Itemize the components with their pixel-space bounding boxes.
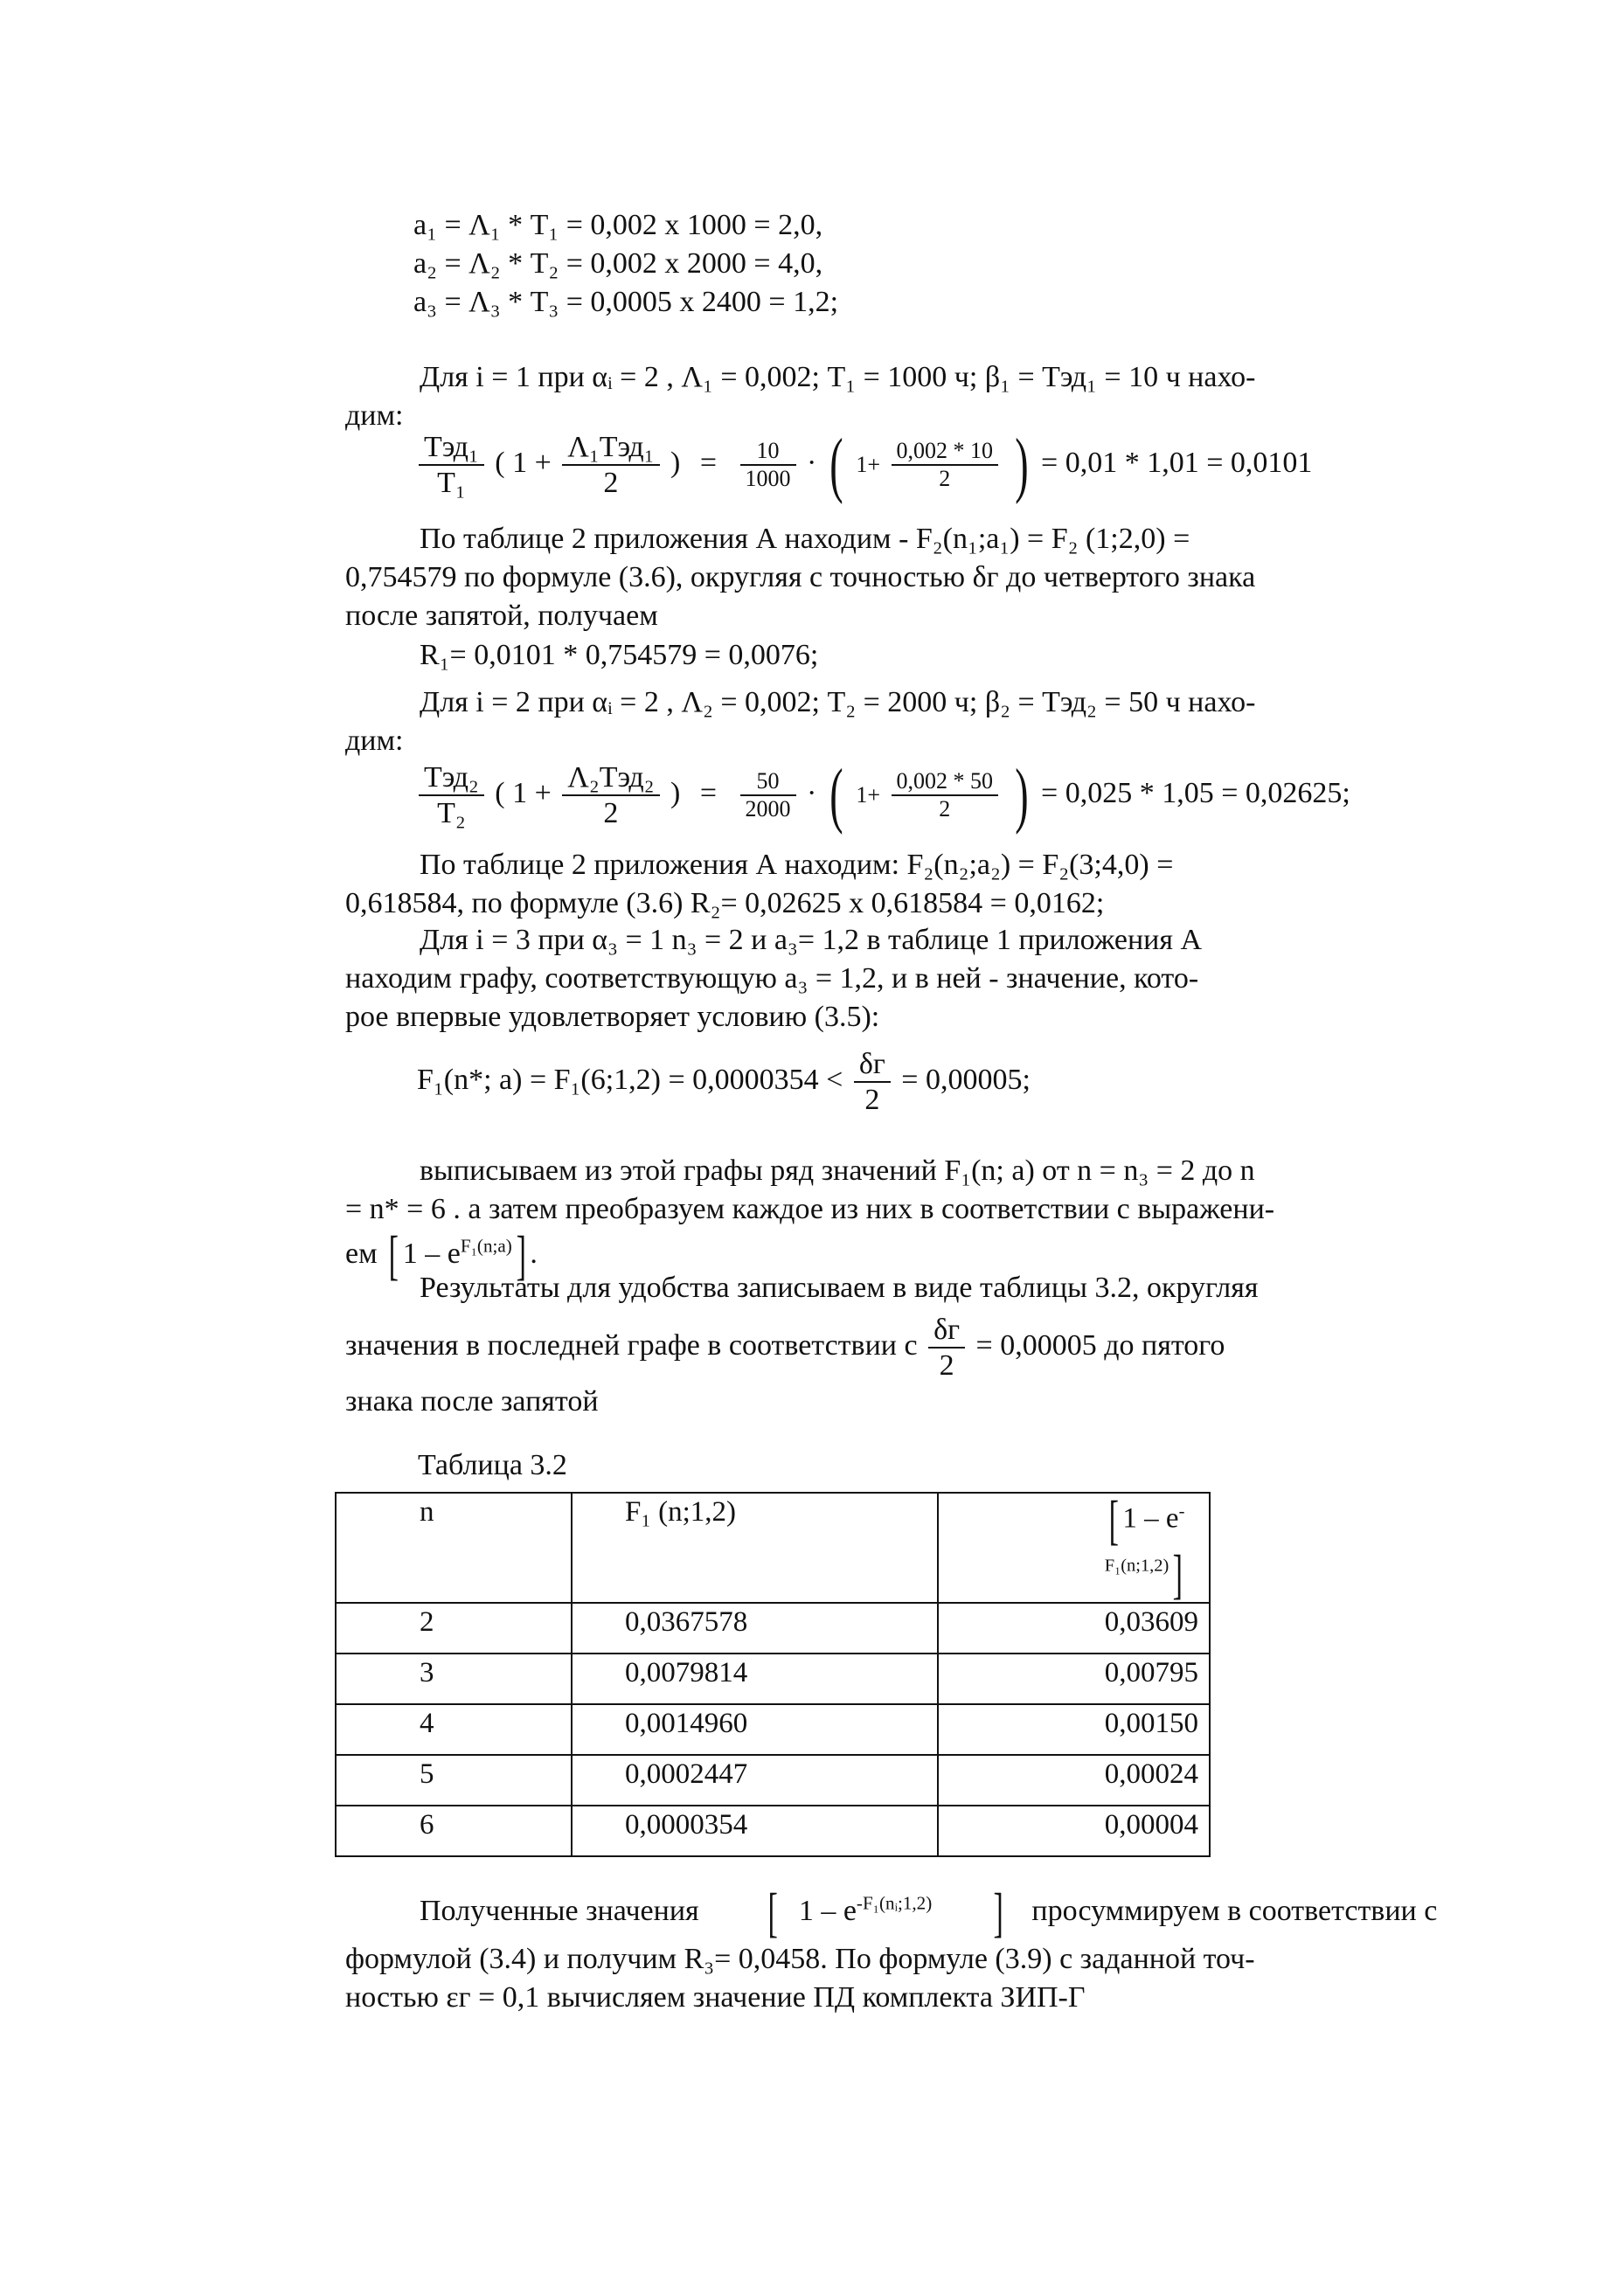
case2-intro-line1: Для i = 2 при αᵢ = 2 , Λ₂ = 0,002; T₂ = 2000 ч; β₂ = Tэд₂ = 50 ч нахо-: [420, 686, 1256, 718]
case3-text2: [345, 1152, 1403, 1286]
cell-expression: 0,00150: [938, 1704, 1210, 1755]
conclusion-line1: [345, 1883, 1438, 1943]
left-bracket-icon: [: [388, 1226, 399, 1286]
table-header-row: [336, 1493, 1210, 1603]
cell-n: 6: [336, 1806, 572, 1856]
case3-text: [345, 921, 1403, 1037]
case2-intro: [345, 683, 1403, 760]
case1-intro-line2: дим:: [345, 399, 404, 433]
cell-expression: 0,00795: [938, 1654, 1210, 1704]
case2-result: = 0,025 * 1,05 = 0,02625;: [1041, 776, 1350, 809]
table-row: [336, 1806, 1210, 1856]
conclusion-line2: формулой (3.4) и получим R₃= 0,0458. По формуле (3.9) с заданной точ-: [345, 1943, 1255, 1975]
data-table: [335, 1492, 1211, 1857]
conclusion-line1-a: Полученные значения: [420, 1894, 699, 1927]
case2-lhs-close: ): [670, 776, 681, 809]
right-bracket-icon: ]: [516, 1226, 526, 1286]
table-row: [336, 1603, 1210, 1654]
table-row: [336, 1704, 1210, 1755]
case1-text: [345, 520, 1403, 675]
cell-f1: 0,0079814: [572, 1654, 938, 1704]
case1-formula: [415, 424, 1313, 505]
case2-lhs-fraction: $\frac{\text{Tэд₂}}{\text{T₂}}$: [419, 760, 484, 830]
equation-a2: a₂ = Λ₂ * T₂ = 0,002 x 2000 = 4,0,: [413, 247, 823, 281]
case1-text-line1: По таблице 2 приложения А находим - F₂(n₁;a₁) = F₂ (1;2,0) =: [420, 523, 1190, 555]
case1-rhs-fraction: $\frac{10}{1000}$: [740, 438, 796, 492]
conclusion-line1-c: просуммируем в соответствии с: [1031, 1894, 1438, 1927]
table-row: [336, 1755, 1210, 1806]
results-text: [345, 1269, 1403, 1422]
right-bracket-icon: ]: [993, 1883, 1004, 1943]
conclusion-text: [345, 1883, 1438, 2017]
cell-f1: 0,0002447: [572, 1755, 938, 1806]
left-paren-icon: (: [829, 754, 843, 835]
header-f1: F₁ (n;1,2): [572, 1493, 938, 1603]
initial-equations: [413, 206, 1471, 322]
results-text-line1: Результаты для удобства записываем в виде таблицы 3.2, округляя: [420, 1272, 1259, 1304]
equation-a3: a₃ = Λ₃ * T₃ = 0,0005 x 2400 = 1,2;: [413, 286, 839, 319]
cell-f1: 0,0000354: [572, 1806, 938, 1856]
case3-text-line1: Для i = 3 при α₃ = 1 n₃ = 2 и a₃= 1,2 в таблице 1 приложения А: [420, 924, 1203, 956]
table-row: [336, 1654, 1210, 1704]
case3-text2-word: ем: [345, 1238, 378, 1271]
case2-dot: ·: [807, 776, 817, 809]
cell-expression: 0,00004: [938, 1806, 1210, 1856]
case3-text-line3: рое впервые удовлетворяет условию (3.5):: [345, 1001, 880, 1034]
case3-text-line2: находим графу, соответствующую a₃ = 1,2, и в ней - значение, кото-: [345, 962, 1199, 995]
left-paren-icon: (: [829, 424, 843, 505]
results-text-line2-b: = 0,00005 до пятого: [975, 1329, 1225, 1362]
case3-period: .: [530, 1238, 538, 1271]
case1-lhs-close: ): [670, 446, 681, 479]
case1-dot: ·: [807, 446, 817, 479]
case2-equals: =: [699, 776, 718, 809]
case2-rhs-fraction: $\frac{50}{2000}$: [740, 768, 796, 822]
table-caption: Таблица 3.2: [418, 1449, 567, 1481]
equation-a1: a₁ = Λ₁ * T₁ = 0,002 x 1000 = 2,0,: [413, 209, 823, 241]
case3-formula: [417, 1047, 1031, 1117]
case2-rhs-inner-fraction: $\frac{0,002 * 50}{2}$: [892, 768, 999, 822]
results-text-line2: [345, 1313, 1403, 1383]
case3-formula-lhs: F₁(n*; a) = F₁(6;1,2) = 0,0000354 <: [417, 1063, 843, 1096]
case3-bracket-expression: 1 – e: [402, 1238, 461, 1271]
header-expression: [ $1 - e^{-F_1(n;1,2)}$]: [938, 1493, 1210, 1603]
case1-equals: =: [699, 446, 718, 479]
case1-intro-line1: Для i = 1 при αᵢ = 2 , Λ₁ = 0,002; T₁ = 1000 ч; β₁ = Tэд₁ = 10 ч нахо-: [420, 361, 1256, 393]
case1-text-line3: после запятой, получаем: [345, 600, 658, 633]
case3-text2-line1: выписываем из этой графы ряд значений F₁(n; a) от n = n₃ = 2 до n: [420, 1154, 1255, 1187]
case3-text2-line2: = n* = 6 . а затем преобразуем каждое из них в соответствии с выражени-: [345, 1193, 1275, 1226]
case3-formula-fraction: $\frac{\delta г}{2}$: [854, 1047, 891, 1117]
case2-intro-line2: дим:: [345, 725, 404, 758]
case1-result-line: R₁= 0,0101 * 0,754579 = 0,0076;: [420, 638, 819, 671]
case2-formula: [415, 754, 1350, 835]
case2-text-line2: 0,618584, по формуле (3.6) R₂= 0,02625 x 0,618584 = 0,0162;: [345, 887, 1105, 920]
case3-bracket-exponent: F₁(n;a): [460, 1235, 512, 1257]
case1-text-line2: 0,754579 по формуле (3.6), округляя с точностью δг до четвертого знака: [345, 561, 1256, 594]
conclusion-bracket-exponent: -F₁(nᵢ;1,2): [856, 1892, 933, 1914]
case1-intro: [345, 358, 1403, 435]
results-text-line2-a: значения в последней графе в соответствии с: [345, 1329, 918, 1362]
case2-lhs-open: ( 1 +: [495, 776, 552, 809]
left-bracket-icon: [: [1108, 1491, 1119, 1550]
cell-f1: 0,0014960: [572, 1704, 938, 1755]
case1-rhs-inner-fraction: $\frac{0,002 * 10}{2}$: [892, 438, 999, 492]
case2-rhs-inner: 1+: [856, 781, 881, 808]
cell-n: 2: [336, 1603, 572, 1654]
results-fraction: $\frac{\delta г}{2}$: [928, 1313, 965, 1383]
case2-text: [345, 846, 1403, 923]
header-n: n: [336, 1493, 572, 1603]
case2-lhs-inner-fraction: $\frac{\text{Λ₂Tэд₂}}{2}$: [562, 760, 659, 830]
conclusion-bracket-expression: 1 – e: [798, 1894, 857, 1927]
cell-expression: 0,00024: [938, 1755, 1210, 1806]
right-paren-icon: ): [1014, 754, 1029, 835]
case1-result: = 0,01 * 1,01 = 0,0101: [1041, 446, 1313, 479]
conclusion-line3: ностью εг = 0,1 вычисляем значение ПД комплекта ЗИП-Г: [345, 1981, 1086, 2014]
cell-n: 4: [336, 1704, 572, 1755]
cell-f1: 0,0367578: [572, 1603, 938, 1654]
results-text-line3: знака после запятой: [345, 1385, 599, 1418]
case2-text-line1: По таблице 2 приложения А находим: F₂(n₂;a₂) = F₂(3;4,0) =: [420, 849, 1174, 881]
left-bracket-icon: [: [767, 1883, 779, 1943]
cell-expression: 0,03609: [938, 1603, 1210, 1654]
case1-lhs-fraction: $\frac{\text{Tэд₁}}{\text{T₁}}$: [419, 430, 484, 500]
case1-rhs-inner: 1+: [856, 451, 881, 477]
case1-lhs-open: ( 1 +: [495, 446, 552, 479]
case3-formula-rhs: = 0,00005;: [901, 1063, 1031, 1096]
right-paren-icon: ): [1014, 424, 1029, 505]
cell-n: 3: [336, 1654, 572, 1704]
case1-lhs-inner-fraction: $\frac{\text{Λ₁Tэд₁}}{2}$: [562, 430, 659, 500]
right-bracket-icon: ]: [1172, 1545, 1183, 1605]
cell-n: 5: [336, 1755, 572, 1806]
